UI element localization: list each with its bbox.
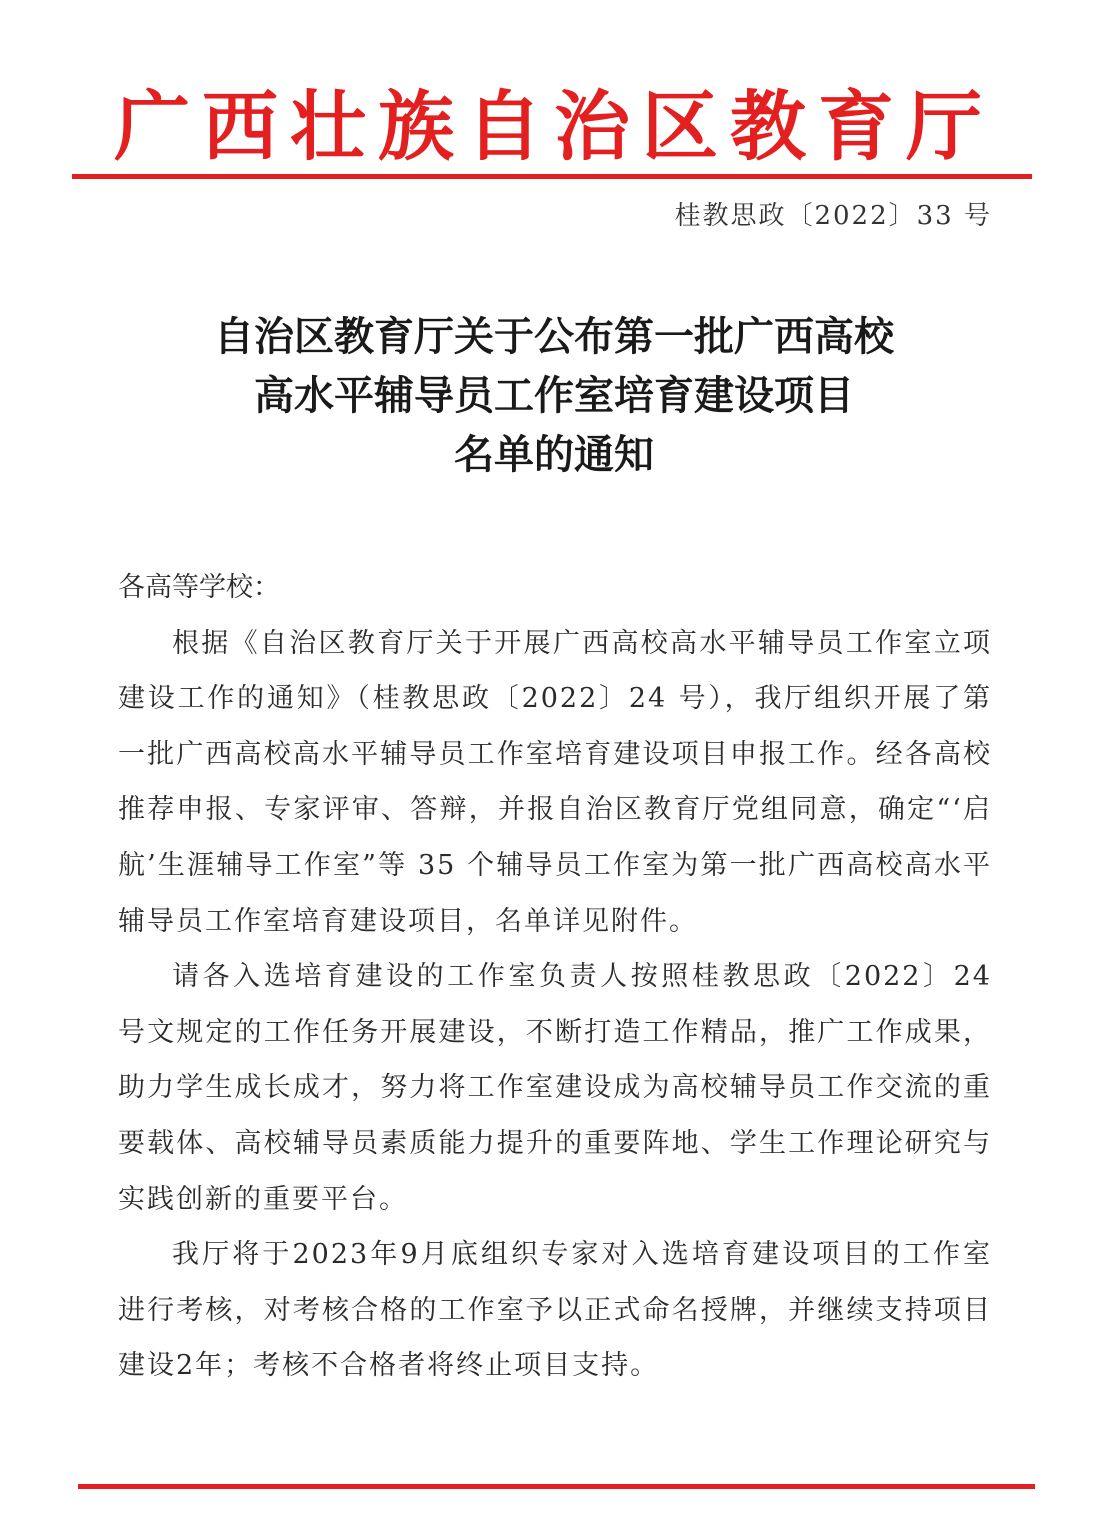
body-paragraph: 我厅将于2023年9月底组织专家对入选培育建设项目的工作室进行考核，对考核合格的工作室予以正式命名授牌，并继续支持项目建设2年；考核不合格者将终止项目支持。 (118, 1239, 992, 1382)
issuing-organization-header: 广西壮族自治区教育厅 (114, 82, 994, 171)
body-paragraph: 请各入选培育建设的工作室负责人按照桂教思政〔2022〕24 号文规定的工作任务开展建设，不断打造工作精品，推广工作成果，助力学生成长成才，努力将工作室建设成为高校辅导员工作交流的重要载体、高校辅导员素质能力提升的重要阵地、学生工作理论研究与实践创新的重要平台。 (118, 961, 992, 1215)
title-line: 自治区教育厅关于公布第一批广西高校 (214, 314, 894, 360)
title-line: 名单的通知 (454, 432, 654, 478)
salutation: 各高等学校： (118, 572, 280, 603)
document-number: 桂教思政〔2022〕33 号 (674, 201, 992, 231)
body-paragraph: 根据《自治区教育厅关于开展广西高校高水平辅导员工作室立项建设工作的通知》（桂教思政〔2022〕24 号），我厅组织开展了第一批广西高校高水平辅导员工作室培育建设项目申报工作。经各高校推荐申报、专家评审、答辩，并报自治区教育厅党组同意，确定“‘启航’生涯辅导工作室”等 35 个辅导员工作室为第一批广西高校高水平辅导员工作室培育建设项目，名单详见附件。 (118, 627, 992, 937)
document-body (118, 560, 992, 1394)
document-title (120, 308, 988, 485)
red-header-rule (72, 174, 1032, 179)
title-line: 高水平辅导员工作室培育建设项目 (254, 373, 854, 419)
red-footer-rule (78, 1484, 1035, 1489)
